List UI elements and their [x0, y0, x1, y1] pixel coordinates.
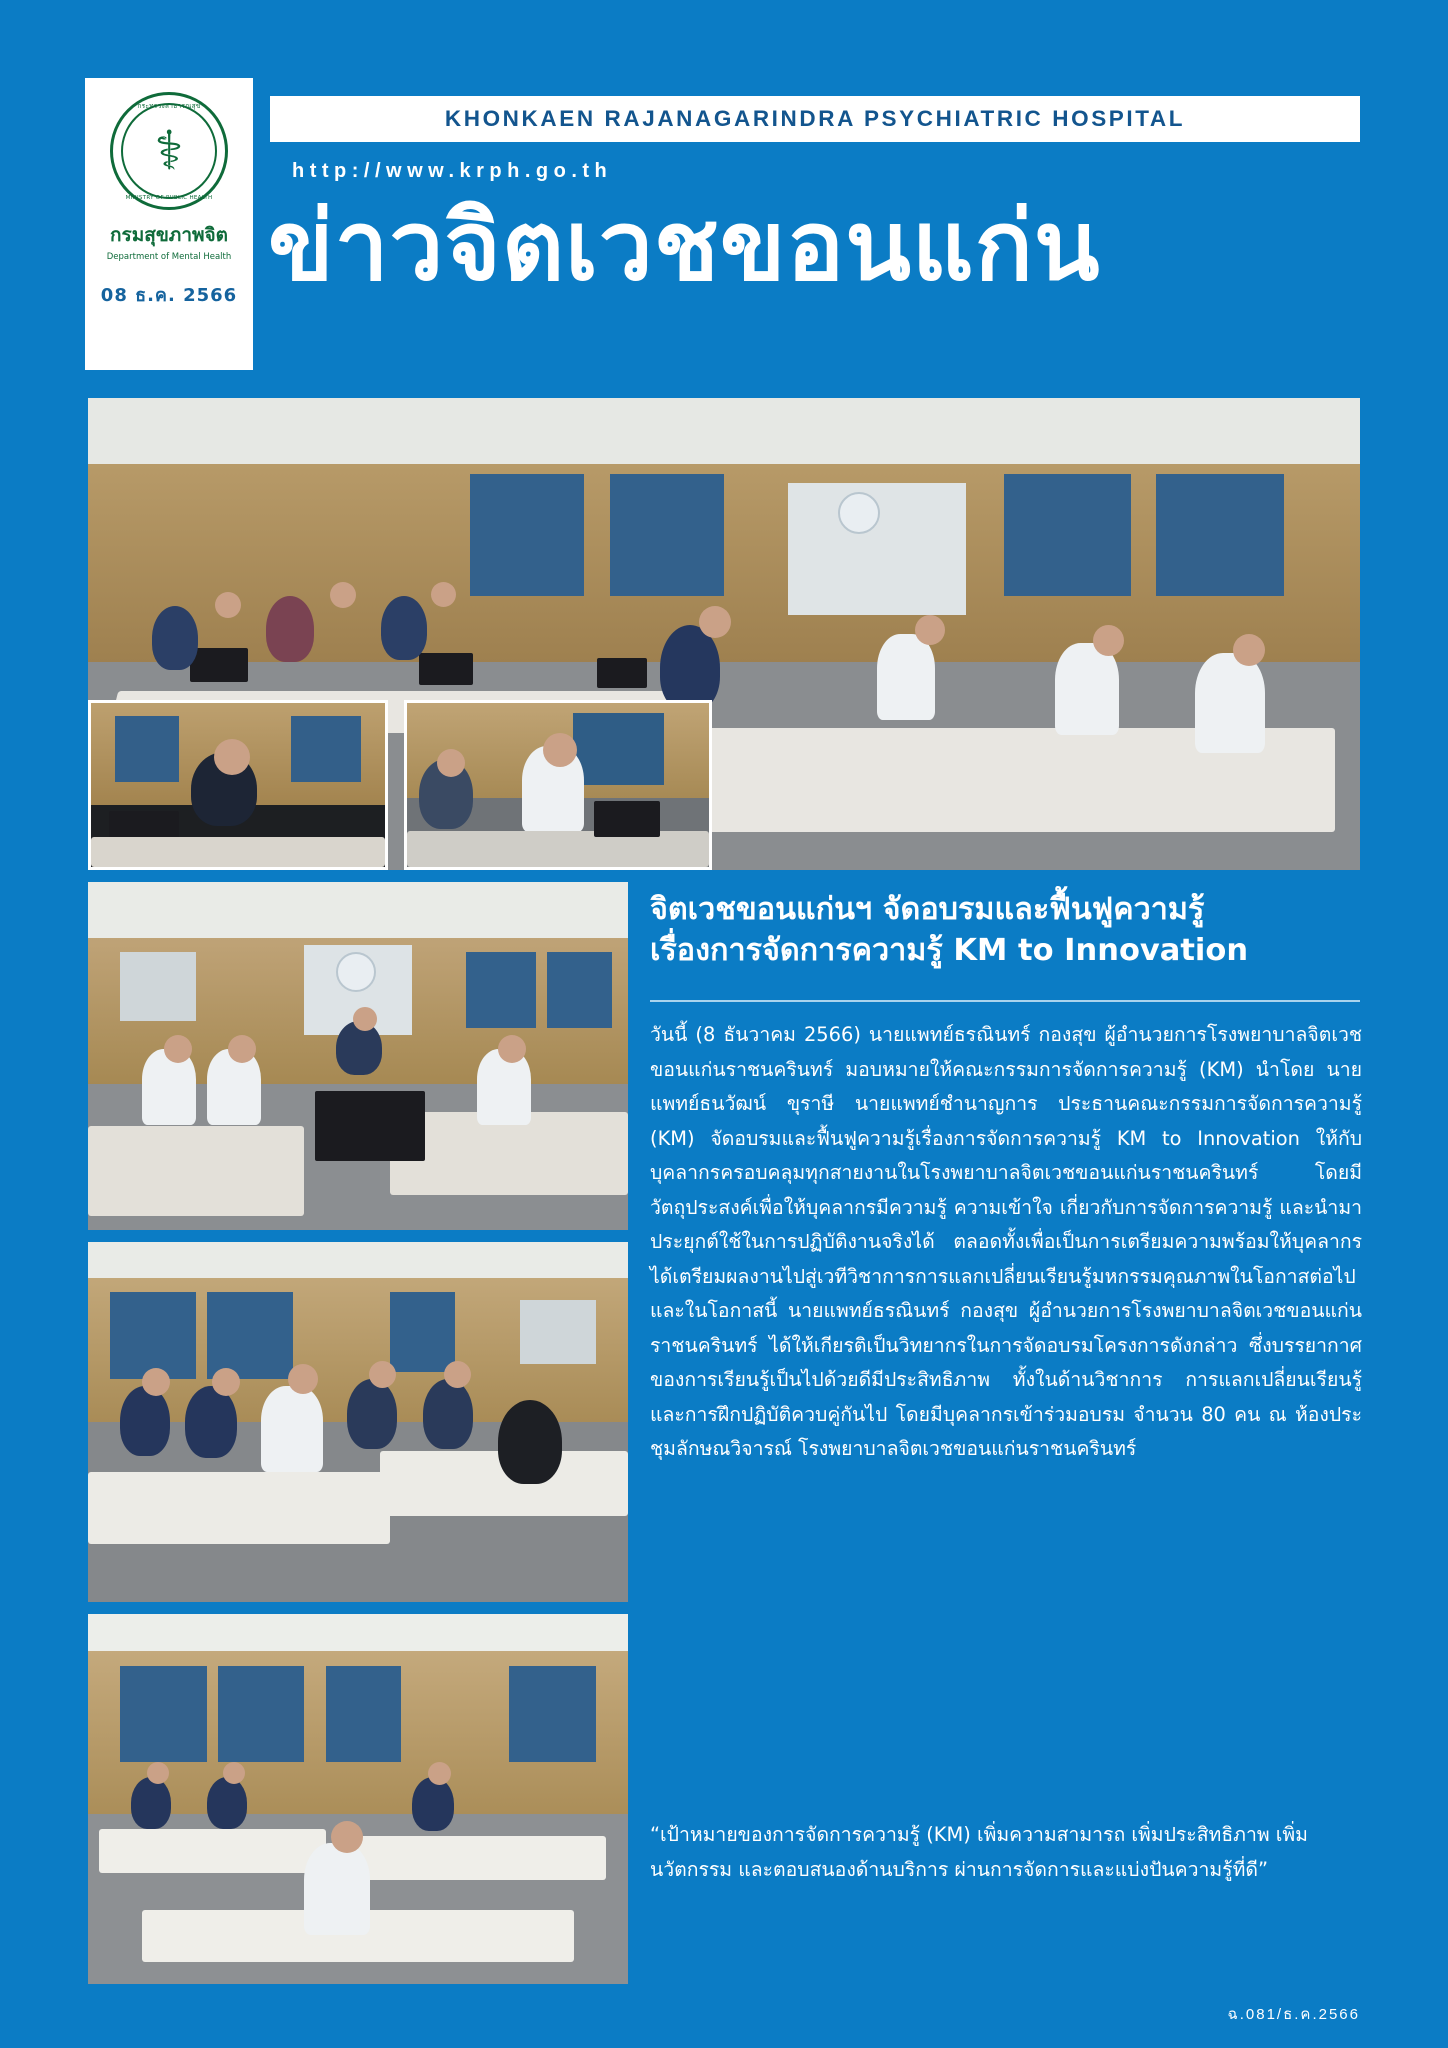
- department-name-th: กรมสุขภาพจิต: [109, 224, 228, 246]
- article-headline: [650, 890, 1360, 972]
- department-name-en: Department of Mental Health: [106, 252, 232, 262]
- page-header: [0, 0, 1448, 385]
- website-url[interactable]: http://www.krph.go.th: [292, 160, 613, 182]
- logo-ring-text-top: กระทรวงสาธารณสุข: [137, 102, 201, 110]
- photo-inset-left: [88, 700, 388, 870]
- photo-left-2: [88, 1242, 628, 1602]
- photo-inset-mid: [404, 700, 712, 870]
- issue-number: ฉ.081/ธ.ค.2566: [1227, 2006, 1360, 2023]
- hospital-name-en: KHONKAEN RAJANAGARINDRA PSYCHIATRIC HOSPITAL: [444, 106, 1186, 131]
- hospital-name-bar: [270, 96, 1360, 142]
- article-quote: “เป้าหมายของการจัดการความรู้ (KM) เพิ่มความสามารถ เพิ่มประสิทธิภาพ เพิ่มนวัตกรรม และตอบสนองด้านบริการ ผ่านการจัดการและแบ่งปันความรู้ที่ดี”: [650, 1823, 1308, 1881]
- ministry-of-public-health-logo-icon: [110, 92, 228, 210]
- photo-left-1: [88, 882, 628, 1230]
- photo-left-3: [88, 1614, 628, 1984]
- caduceus-icon: ⚕: [154, 119, 184, 182]
- logo-inner-ring: [121, 103, 217, 199]
- headline-line-2: เรื่องการจัดการความรู้ KM to Innovation: [650, 932, 1249, 968]
- logo-ring-text-bottom: MINISTRY OF PUBLIC HEALTH: [125, 195, 213, 201]
- logo-box: [85, 78, 253, 370]
- issue-date-badge: 08 ธ.ค. 2566: [100, 285, 238, 306]
- headline-divider: [650, 1000, 1360, 1002]
- masthead-title: ข่าวจิตเวชขอนแก่น: [268, 190, 1101, 302]
- headline-line-1: จิตเวชขอนแก่นฯ จัดอบรมและฟื้นฟูความรู้: [650, 892, 1205, 927]
- article-body: วันนี้ (8 ธันวาคม 2566) นายแพทย์ธรณินทร์ กองสุข ผู้อำนวยการโรงพยาบาลจิตเวชขอนแก่นราชนครินทร์ มอบหมายให้คณะกรรมการจัดการความรู้ (KM) นำโดย นายแพทย์ธนวัฒน์ ขุราษี นายแพทย์ชำนาญการ ประธานคณะกรรมการจัดการความรู้ (KM) จัดอบรมและฟื้นฟูความรู้เรื่องการจัดการความรู้ KM to Innovation ให้กับบุคลากรครอบคลุมทุกสายงานในโรงพยาบาลจิตเวชขอนแก่นราชนครินทร์ โดยมีวัตถุประสงค์เพื่อให้บุคลากรมีความรู้ ความเข้าใจ เกี่ยวกับการจัดการความรู้ และนำมาประยุกต์ใช้ในการปฏิบัติงานจริงได้ ตลอดทั้งเพื่อเป็นการเตรียมความพร้อมให้บุคลากรได้เตรียมผลงานไปสู่เวทีวิชาการการแลกเปลี่ยนเรียนรู้มหกรรมคุณภาพในโอกาสต่อไป และในโอกาสนี้ นายแพทย์ธรณินทร์ กองสุข ผู้อำนวยการโรงพยาบาลจิตเวชขอนแก่นราชนครินทร์ ได้ให้เกียรติเป็นวิทยากรในการจัดอบรมโครงการดังกล่าว ซึ่งบรรยากาศของการเรียนรู้เป็นไปด้วยดีมีประสิทธิภาพ ทั้งในด้านวิชาการ การแลกเปลี่ยนเรียนรู้ และการฝึกปฏิบัติควบคู่กันไป โดยมีบุคลากรเข้าร่วมอบรม จำนวน 80 คน ณ ห้องประชุมลักษณวิจารณ์ โรงพยาบาลจิตเวชขอนแก่นราชนครินทร์: [650, 1023, 1362, 1461]
